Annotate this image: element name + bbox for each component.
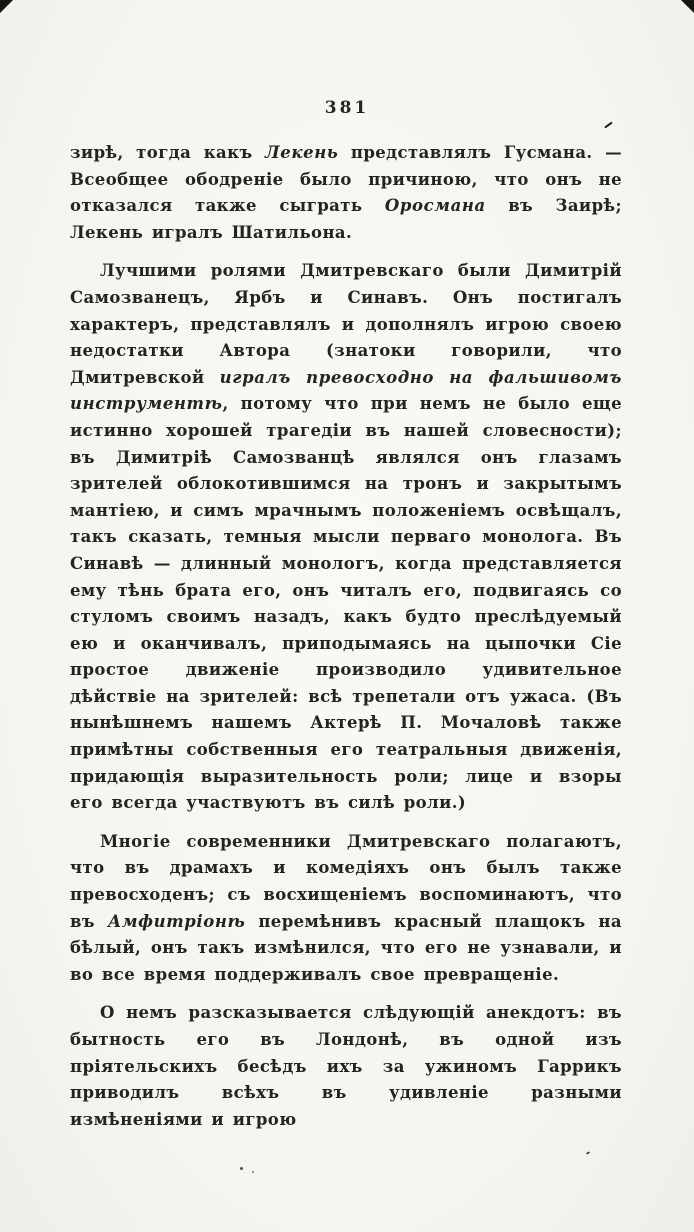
- paragraph: [70, 1000, 622, 1133]
- paragraph: [70, 829, 622, 989]
- text-run: зирѣ, тогда какъ: [70, 143, 266, 162]
- text-run: перемѣнивъ красный плащокъ на бѣлый, онъ такъ измѣнился, что его не узнавали, и во все время поддерживалъ свое превращеніе.: [70, 911, 622, 984]
- paragraph: [70, 140, 622, 246]
- paragraph: [70, 258, 622, 816]
- scan-artifact-corner-top-right: [681, 0, 694, 13]
- text-run: , потому что при немъ не было еще истинно хорошей трагедіи въ нашей словесности); въ Димитріѣ Самозванцѣ являлся онъ глазамъ зрителей облокотившимся на тронъ и закрытымъ мантіею, и симъ мрачнымъ положеніемъ освѣщалъ, такъ сказать, темныя мысли перваго монолога. Въ Синавѣ — длинный монологъ, когда представляется ему тѣнь брата его, онъ читалъ его, подвигаясь со стуломъ своимъ назадъ, какъ будто преслѣдуемый ею и оканчивалъ, приподымаясь на цыпочки Сіе простое движеніе производило удивительное дѣйствіе на зрителей: всѣ трепетали отъ ужаса. (Въ нынѣшнемъ нашемъ Актерѣ П. Мочаловѣ также примѣтны собственныя его театральныя движенія, придающія выразительность роли; лице и взоры его всегда участвуютъ въ силѣ роли.): [70, 394, 622, 813]
- page-number: 381: [324, 98, 370, 118]
- text-run: Лучшими ролями Дмитревскаго были Димитрій Самозванецъ, Ярбъ и Синавъ. Онъ постигалъ характеръ, представлялъ и дополнялъ игрою своею недостатки Автора (знатоки говорили, что Дмитревской: [70, 261, 622, 387]
- text-run: представлялъ Гусмана. — Всеобщее ободреніе было причиною, что онъ не отказался также сыграть: [70, 143, 622, 216]
- text-run: Многіе современники Дмитревскаго полагаютъ, что въ драмахъ и комедіяхъ онъ былъ также превосходенъ; съ восхищеніемъ воспоминаютъ, что въ: [70, 831, 622, 931]
- scan-artifact-mark: [604, 122, 613, 129]
- scan-artifact-corner-top-left: [0, 0, 13, 13]
- scan-artifact-speck: [252, 1171, 254, 1173]
- text-block: [70, 140, 622, 1145]
- italic-text-run: Лекень: [265, 143, 339, 162]
- italic-text-run: игралъ превосходно на фальшивомъ инструментѣ: [70, 367, 623, 414]
- scan-artifact-speck: [240, 1167, 243, 1170]
- text-run: въ Заирѣ; Лекень игралъ Шатильона.: [70, 196, 622, 242]
- italic-text-run: Амфитріонѣ: [107, 911, 246, 931]
- italic-text-run: Оросмана: [384, 196, 486, 216]
- scan-artifact-speck: [586, 1151, 590, 1155]
- text-run: О немъ разсказывается слѣдующій анекдотъ: въ бытность его въ Лондонѣ, въ одной изъ пріятельскихъ бесѣдъ ихъ за ужиномъ Гаррикъ приводилъ всѣхъ въ удивленіе разными измѣненіями и игрою: [70, 1003, 622, 1129]
